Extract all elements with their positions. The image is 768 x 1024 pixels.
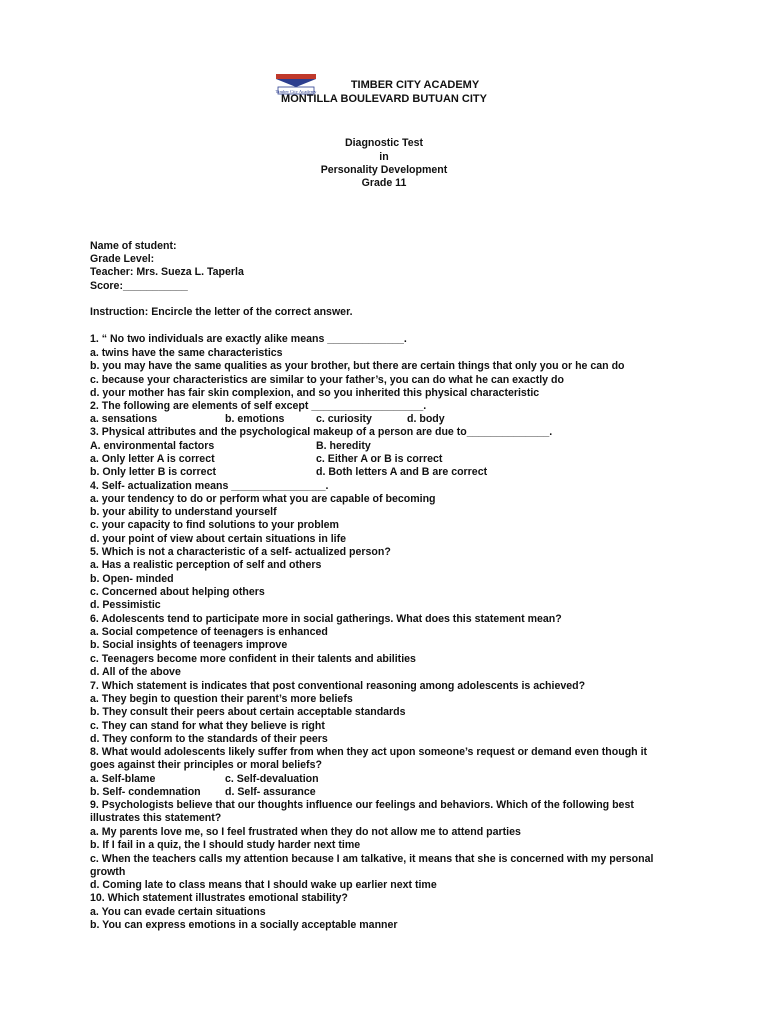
question-line: c. your capacity to find solutions to your problem [90,519,339,531]
question-line: c. Concerned about helping others [90,586,265,598]
question-line: a. Social competence of teenagers is enhanced [90,626,328,638]
question-line: 9. Psychologists believe that our thoughts influence our feelings and behaviors. Which of the following best [90,799,634,811]
question-line: 4. Self- actualization means ________________. [90,480,329,492]
question-line: b. If I fail in a quiz, the I should study harder next time [90,839,361,851]
question-line: a. My parents love me, so I feel frustrated when they do not allow me to attend parties [90,826,521,838]
question-line: a. Self-blame [90,773,156,785]
school-address: MONTILLA BOULEVARD BUTUAN CITY [281,93,487,105]
question-line: b. They consult their peers about certain acceptable standards [90,706,406,718]
question-line: 7. Which statement is indicates that post conventional reasoning among adolescents is achieved? [90,680,586,692]
subject-title: Personality Development [320,164,448,176]
test-title-in: in [379,151,389,163]
question-line: a. twins have the same characteristics [90,347,283,359]
question-line: d. All of the above [90,666,181,678]
question-line: a. You can evade certain situations [90,906,266,918]
student-name-label: Name of student: [90,240,177,252]
instruction-text: Instruction: Encircle the letter of the correct answer. [90,306,353,318]
question-line: growth [90,866,126,878]
answer-choice: c. curiosity [316,413,372,425]
question-line: c. When the teachers calls my attention because I am talkative, it means that she is concerned with my personal [90,853,654,865]
answer-choice: d. Self- assurance [225,786,316,798]
question-line: goes against their principles or moral beliefs? [90,759,322,771]
question-line: b. Self- condemnation [90,786,201,798]
question-line: c. Teenagers become more confident in their talents and abilities [90,653,416,665]
answer-choice: c. Either A or B is correct [316,453,443,465]
question-line: a. sensations [90,413,158,425]
question-line: b. Only letter B is correct [90,466,216,478]
grade-level-label: Grade Level: [90,253,155,265]
question-line: d. your mother has fair skin complexion, and so you inherited this physical characteristic [90,387,540,399]
logo-caption: Timber City Academy [275,89,317,94]
question-line: c. because your characteristics are similar to your father’s, you can do what he can exactly do [90,374,564,386]
question-line: a. Only letter A is correct [90,453,215,465]
question-line: b. your ability to understand yourself [90,506,277,518]
question-line: a. Has a realistic perception of self and others [90,559,322,571]
teacher-label: Teacher: Mrs. Sueza L. Taperla [90,266,244,278]
question-line: b. Social insights of teenagers improve [90,639,288,651]
question-line: d. Pessimistic [90,599,161,611]
answer-choice: B. heredity [316,440,371,452]
question-line: 10. Which statement illustrates emotional stability? [90,892,348,904]
answer-choice: d. Both letters A and B are correct [316,466,488,478]
question-line: 2. The following are elements of self except ___________________. [90,400,427,412]
question-line: d. They conform to the standards of their peers [90,733,328,745]
question-line: 5. Which is not a characteristic of a self- actualized person? [90,546,391,558]
question-line: 6. Adolescents tend to participate more in social gatherings. What does this statement mean? [90,613,562,625]
question-line: d. Coming late to class means that I should wake up earlier next time [90,879,437,891]
question-line: d. your point of view about certain situations in life [90,533,347,545]
test-title: Diagnostic Test [344,137,424,149]
question-line: a. They begin to question their parent’s more beliefs [90,693,353,705]
grade-title: Grade 11 [361,177,407,189]
score-label: Score:___________ [90,280,188,292]
question-line: b. You can express emotions in a socially acceptable manner [90,919,398,931]
answer-choice: b. emotions [225,413,285,425]
question-line: a. your tendency to do or perform what you are capable of becoming [90,493,436,505]
question-line: 1. “ No two individuals are exactly alike means _____________. [90,333,407,345]
answer-choice: d. body [407,413,445,425]
question-line: 8. What would adolescents likely suffer from when they act upon someone’s request or demand even though it [90,746,648,758]
answer-choice: c. Self-devaluation [225,773,319,785]
question-line: A. environmental factors [90,440,215,452]
question-line: b. you may have the same qualities as your brother, but there are certain things that only you or he can do [90,360,625,372]
question-line: illustrates this statement? [90,812,222,824]
school-name: TIMBER CITY ACADEMY [350,79,480,91]
question-line: c. They can stand for what they believe is right [90,720,325,732]
question-line: b. Open- minded [90,573,174,585]
question-line: 3. Physical attributes and the psychological makeup of a person are due to______________. [90,426,553,438]
